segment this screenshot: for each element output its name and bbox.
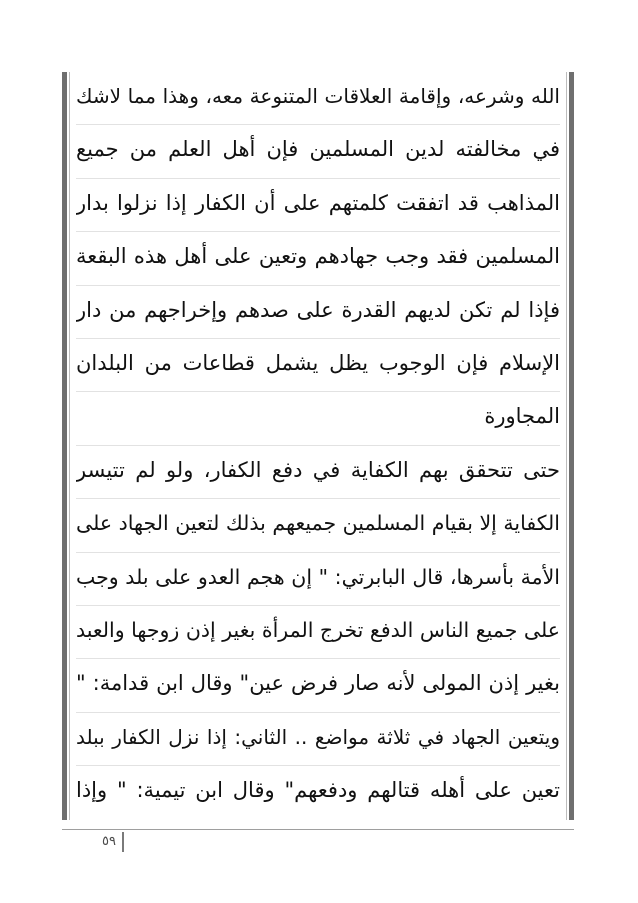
text-line	[76, 125, 560, 178]
text-frame	[62, 72, 574, 820]
text-line	[76, 72, 560, 125]
text-lines	[76, 72, 560, 820]
line-text: الله وشرعه، وإقامة العلاقات المتنوعة معه، وهذا مما لاشك	[76, 84, 560, 108]
text-line	[76, 713, 560, 766]
line-text: الكفاية إلا بقيام المسلمين جميعهم بذلك لتعين الجهاد على	[76, 511, 560, 536]
text-line	[76, 446, 560, 499]
text-line	[76, 606, 560, 659]
line-text: فإذا لم تكن لديهم القدرة على صدهم وإخراجهم من دار	[76, 297, 560, 322]
line-text: الأمة بأسرها، قال البابرتي: " إن هجم العدو على بلد وجب	[76, 564, 560, 589]
line-text: حتى تتحقق بهم الكفاية في دفع الكفار، ولو لم تتيسر	[76, 457, 560, 482]
line-text: الإسلام فإن الوجوب يظل يشمل قطاعات من البلدان	[76, 350, 560, 375]
line-text: في مخالفته لدين المسلمين فإن أهل العلم من جميع	[76, 137, 560, 162]
page-number-divider	[122, 832, 124, 852]
line-text: المجاورة	[484, 404, 560, 429]
line-text: على جميع الناس الدفع تخرج المرأة بغير إذن زوجها والعبد	[76, 617, 560, 642]
text-line	[76, 339, 560, 392]
frame-border-right	[569, 72, 574, 820]
text-line	[76, 232, 560, 285]
text-line	[76, 179, 560, 232]
footer-rule	[62, 829, 574, 830]
line-text: المذاهب قد اتفقت كلمتهم على أن الكفار إذا نزلوا بدار	[76, 190, 560, 215]
line-text: بغير إذن المولى لأنه صار فرض عين" وقال ابن قدامة: "	[76, 671, 560, 696]
frame-border-left	[62, 72, 67, 820]
text-line	[76, 766, 560, 819]
text-line	[76, 659, 560, 712]
text-line	[76, 499, 560, 552]
text-line	[76, 553, 560, 606]
line-text: ويتعين الجهاد في ثلاثة مواضع .. الثاني: إذا نزل الكفار ببلد	[76, 724, 560, 749]
page-number: ٥٩	[102, 834, 116, 849]
line-text: تعين على أهله قتالهم ودفعهم" وقال ابن تيمية: " وإذا	[76, 778, 560, 803]
text-line	[76, 286, 560, 339]
line-text: المسلمين فقد وجب جهادهم وتعين على أهل هذه البقعة	[76, 244, 560, 269]
text-line	[76, 392, 560, 445]
